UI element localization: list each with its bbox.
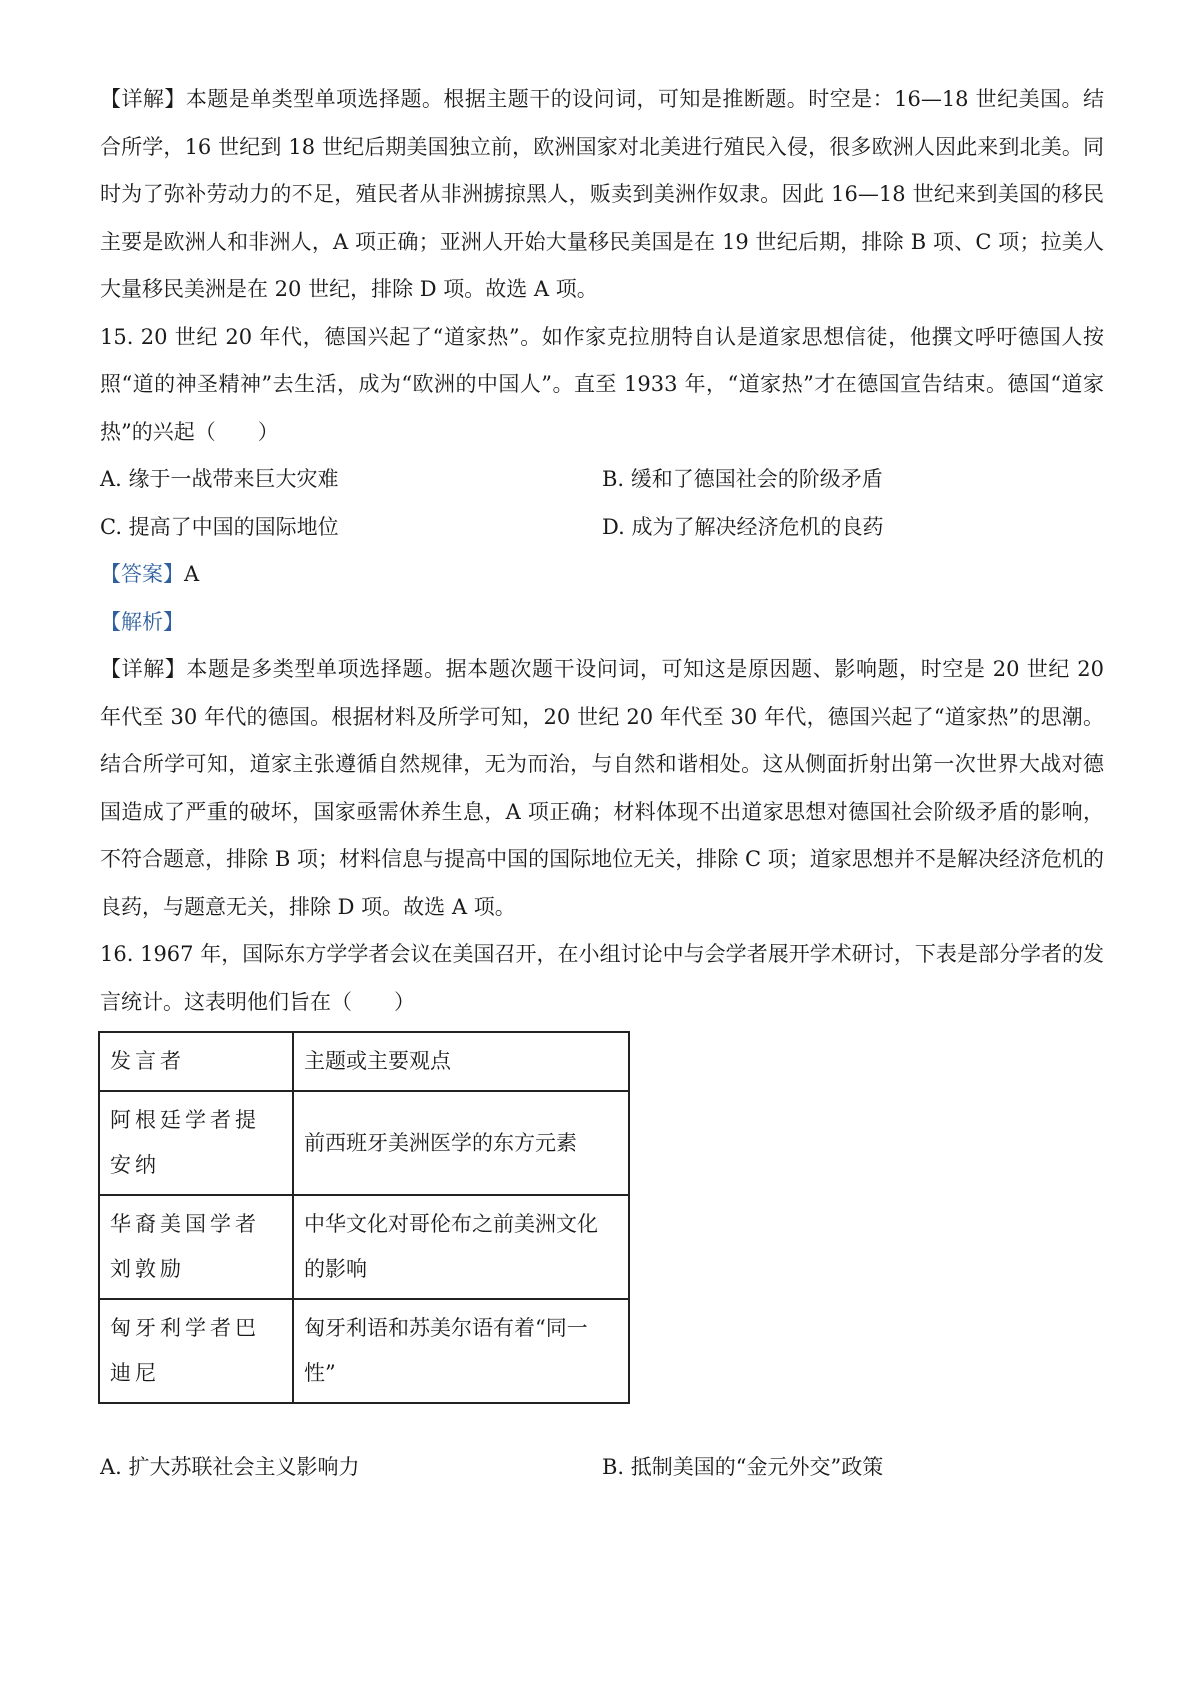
question-16-option-a[interactable]: A. 扩大苏联社会主义影响力 [100,1455,360,1479]
question-15-option-a[interactable]: A. 缘于一战带来巨大灾难 [100,467,339,491]
question-15-explanation: 【详解】本题是多类型单项选择题。据本题次题干设问词，可知这是原因题、影响题，时空是 20 世纪 20 年代至 30 年代的德国。根据材料及所学可知，20 世纪 20 年代至 30 年代，德国兴起了“道家热”的思潮。结合所学可知，道家主张遵循自然规律，无为而治，与自然和谐相处。这从侧面折射出第一次世界大战对德国造成了严重的破坏，国家亟需休养生息，A 项正确；材料体现不出道家思想对德国社会阶级矛盾的影响，不符合题意，排除 B 项；材料信息与提高中国的国际地位无关，排除 C 项；道家思想并不是解决经济危机的良药，与题意无关，排除 D 项。故选 A 项。 [100,657,1104,919]
table-row [99,1091,629,1195]
question-15-analysis-label: 【解析】 [100,609,184,634]
table-cell-topic: 中华文化对哥伦布之前美洲文化的影响 [293,1195,629,1299]
question-15-option-d[interactable]: D. 成为了解决经济危机的良药 [602,514,884,539]
table-header-topic: 主题或主要观点 [293,1032,629,1091]
table-cell-speaker: 匈牙利学者巴迪尼 [99,1299,293,1403]
table-cell-topic: 前西班牙美洲医学的东方元素 [293,1091,629,1195]
question-16-stem: 16. 1967 年，国际东方学学者会议在美国召开，在小组讨论中与会学者展开学术研讨，下表是部分学者的发言统计。这表明他们旨在（ ） [100,942,1104,1014]
document-page [100,76,1104,1492]
speaker-table [98,1031,630,1404]
answer-label: 【答案】 [100,562,184,586]
answer-value: A [184,562,200,586]
question-15-options [100,456,1104,551]
table-row [99,1299,629,1403]
prev-question-explanation: 【详解】本题是单类型单项选择题。根据主题干的设问词，可知是推断题。时空是：16—18 世纪美国。结合所学，16 世纪到 18 世纪后期美国独立前，欧洲国家对北美进行殖民入侵，很多欧洲人因此来到北美。同时为了弥补劳动力的不足，殖民者从非洲掳掠黑人，贩卖到美洲作奴隶。因此 16—18 世纪来到美国的移民主要是欧洲人和非洲人，A 项正确；亚洲人开始大量移民美国是在 19 世纪后期，排除 B 项、C 项；拉美人大量移民美洲是在 20 世纪，排除 D 项。故选 A 项。 [100,87,1104,301]
question-15-answer [100,551,1104,599]
table-header-row [99,1032,629,1091]
question-15-option-c[interactable]: C. 提高了中国的国际地位 [100,514,339,539]
table-row [99,1195,629,1299]
table-header-speaker: 发言者 [99,1032,293,1091]
question-16-option-b[interactable]: B. 抵制美国的“金元外交”政策 [602,1455,884,1479]
question-15-stem: 15. 20 世纪 20 年代，德国兴起了“道家热”。如作家克拉朋特自认是道家思想信徒，他撰文呼吁德国人按照“道的神圣精神”去生活，成为“欧洲的中国人”。直至 1933 年，“道家热”才在德国宣告结束。德国“道家热”的兴起（ ） [100,324,1104,444]
table-cell-topic: 匈牙利语和苏美尔语有着“同一性” [293,1299,629,1403]
table-cell-speaker: 华裔美国学者刘敦励 [99,1195,293,1299]
question-15-option-b[interactable]: B. 缓和了德国社会的阶级矛盾 [602,467,883,491]
question-16-options [100,1444,1104,1492]
table-cell-speaker: 阿根廷学者提安纳 [99,1091,293,1195]
